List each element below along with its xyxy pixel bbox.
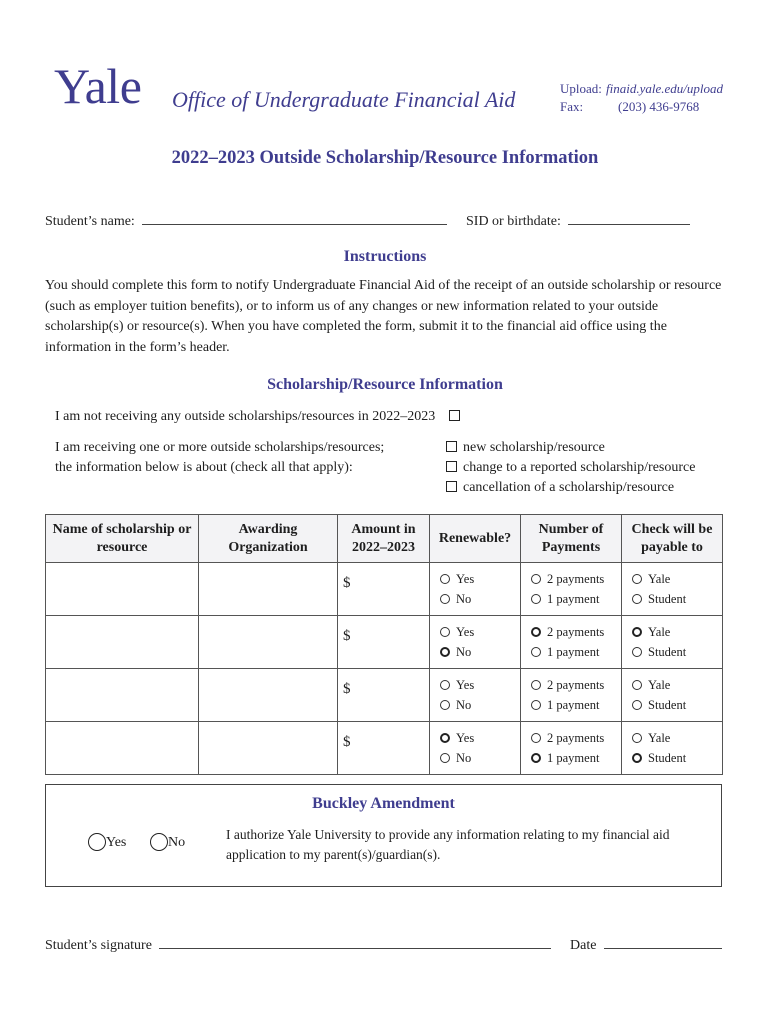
renewable-radio[interactable] (440, 700, 450, 710)
upload-line (560, 80, 723, 98)
payments-group (521, 563, 621, 609)
payments-label: 2 payments (547, 678, 605, 692)
col-header-payments: Number of Payments (521, 515, 622, 563)
table-row (46, 563, 723, 616)
option-new-label: new scholarship/resource (463, 440, 605, 455)
buckley-box (45, 784, 722, 887)
instructions-text: You should complete this form to notify Undergraduate Financial Aid of the receipt of an outside scholarship or resource (such as employer tuition benefits), or to inform us of any changes or new information related to your outside scholarship(s) or resource(s). When you have completed the form, submit it to the financial aid office using the information in the form’s header. (45, 278, 722, 355)
amount-cell[interactable] (338, 563, 430, 616)
col-header-org: Awarding Organization (199, 515, 338, 563)
renewable-cell (430, 669, 521, 722)
payable-label: Student (648, 645, 687, 659)
payable-option[interactable] (632, 622, 722, 642)
scholarship-name-cell[interactable] (46, 563, 199, 616)
renewable-group (430, 669, 520, 715)
renewable-label: Yes (456, 731, 475, 745)
currency-symbol: $ (343, 575, 351, 591)
organization-cell[interactable] (199, 616, 338, 669)
payments-option[interactable] (531, 569, 621, 589)
payments-label: 2 payments (547, 731, 605, 745)
receiving-line-1: I am receiving one or more outside scholarships/resources; (55, 440, 385, 455)
fax-number: (203) 436-9768 (618, 99, 700, 114)
col-header-name: Name of scholarship or resource (46, 515, 199, 563)
organization-cell[interactable] (199, 563, 338, 616)
payable-label: Student (648, 751, 687, 765)
payments-label: 1 payment (547, 645, 600, 659)
renewable-label: No (456, 751, 472, 765)
renewable-label: Yes (456, 678, 475, 692)
option-change-checkbox[interactable] (446, 461, 457, 472)
scholarship-name-cell[interactable] (46, 722, 199, 775)
renewable-radio[interactable] (440, 733, 450, 743)
option-cancel (446, 478, 674, 498)
renewable-cell (430, 722, 521, 775)
not-receiving-label: I am not receiving any outside scholarships/resources in 2022–2023 (55, 409, 436, 424)
payable-group (622, 563, 722, 609)
payments-radio[interactable] (531, 733, 541, 743)
sid-label: SID or birthdate: (466, 214, 561, 229)
renewable-cell (430, 616, 521, 669)
scholarship-heading: Scholarship/Resource Information (267, 376, 503, 393)
renewable-option[interactable] (440, 695, 520, 715)
payable-option[interactable] (632, 589, 722, 609)
signature-field[interactable] (159, 934, 551, 949)
buckley-yes-label: Yes (106, 835, 127, 850)
office-name: Office of Undergraduate Financial Aid (172, 87, 516, 112)
payments-group (521, 722, 621, 768)
payments-cell (521, 616, 622, 669)
renewable-group (430, 722, 520, 768)
buckley-heading: Buckley Amendment (312, 795, 455, 812)
renewable-option[interactable] (440, 589, 520, 609)
renewable-option[interactable] (440, 569, 520, 589)
option-cancel-label: cancellation of a scholarship/resource (463, 480, 675, 495)
payable-option[interactable] (632, 642, 722, 662)
renewable-label: No (456, 645, 472, 659)
payments-option[interactable] (531, 642, 621, 662)
option-change (446, 458, 695, 478)
upload-url[interactable]: finaid.yale.edu/upload (606, 81, 723, 96)
payable-radio[interactable] (632, 574, 642, 584)
renewable-option[interactable] (440, 642, 520, 662)
payable-label: Yale (648, 678, 671, 692)
signature-row (45, 934, 551, 956)
buckley-yes-radio[interactable] (88, 833, 106, 851)
renewable-label: Yes (456, 625, 475, 639)
payable-label: Student (648, 698, 687, 712)
payable-radio[interactable] (632, 700, 642, 710)
payable-radio[interactable] (632, 594, 642, 604)
payable-radio[interactable] (632, 647, 642, 657)
upload-label: Upload: (560, 81, 602, 96)
payable-cell (622, 616, 723, 669)
payments-label: 2 payments (547, 625, 605, 639)
sid-field[interactable] (568, 210, 690, 225)
buckley-text: I authorize Yale University to provide any information relating to my financial aid application to my parent(s)/guardian(s). (226, 827, 670, 862)
currency-symbol: $ (343, 734, 351, 750)
signature-label: Student’s signature (45, 938, 152, 953)
col-header-renewable: Renewable? (430, 515, 521, 563)
form-title: 2022–2023 Outside Scholarship/Resource Information (171, 148, 599, 168)
scholarship-table (45, 514, 723, 775)
table-header-row (46, 515, 723, 563)
renewable-label: No (456, 698, 472, 712)
payments-option[interactable] (531, 728, 621, 748)
payments-radio[interactable] (531, 627, 541, 637)
payments-group (521, 669, 621, 715)
payable-radio[interactable] (632, 680, 642, 690)
renewable-radio[interactable] (440, 574, 450, 584)
table-row (46, 669, 723, 722)
payable-cell (622, 563, 723, 616)
amount-cell[interactable] (338, 616, 430, 669)
payments-option[interactable] (531, 622, 621, 642)
payments-cell (521, 722, 622, 775)
payable-label: Yale (648, 731, 671, 745)
receiving-line-2: the information below is about (check all that apply): (55, 460, 353, 475)
payments-radio[interactable] (531, 700, 541, 710)
fax-line (560, 98, 699, 116)
renewable-radio[interactable] (440, 753, 450, 763)
payments-option[interactable] (531, 589, 621, 609)
payments-group (521, 616, 621, 662)
fax-label: Fax: (560, 99, 584, 114)
amount-cell[interactable] (338, 669, 430, 722)
payments-radio[interactable] (531, 680, 541, 690)
amount-cell[interactable] (338, 722, 430, 775)
payments-cell (521, 563, 622, 616)
renewable-option[interactable] (440, 728, 520, 748)
renewable-radio[interactable] (440, 594, 450, 604)
renewable-label: No (456, 592, 472, 606)
student-name-field[interactable] (142, 210, 447, 225)
not-receiving-checkbox[interactable] (449, 410, 460, 421)
payable-option[interactable] (632, 748, 722, 768)
payable-option[interactable] (632, 569, 722, 589)
renewable-option[interactable] (440, 675, 520, 695)
payable-option[interactable] (632, 675, 722, 695)
organization-cell[interactable] (199, 722, 338, 775)
payable-cell (622, 722, 723, 775)
payable-radio[interactable] (632, 733, 642, 743)
payable-cell (622, 669, 723, 722)
buckley-no-radio[interactable] (150, 833, 168, 851)
payments-label: 1 payment (547, 751, 600, 765)
sid-row (466, 210, 690, 232)
option-new (446, 438, 605, 458)
payments-radio[interactable] (531, 574, 541, 584)
payable-label: Yale (648, 572, 671, 586)
payable-group (622, 722, 722, 768)
renewable-radio[interactable] (440, 627, 450, 637)
currency-symbol: $ (343, 628, 351, 644)
col-header-payable: Check will be payable to (622, 515, 723, 563)
scholarship-name-cell[interactable] (46, 616, 199, 669)
organization-cell[interactable] (199, 669, 338, 722)
payable-label: Yale (648, 625, 671, 639)
renewable-radio[interactable] (440, 680, 450, 690)
option-cancel-checkbox[interactable] (446, 481, 457, 492)
buckley-yes[interactable] (88, 833, 126, 851)
date-field[interactable] (604, 934, 722, 949)
payments-radio[interactable] (531, 647, 541, 657)
payable-group (622, 669, 722, 715)
renewable-group (430, 616, 520, 662)
table-row (46, 616, 723, 669)
payments-cell (521, 669, 622, 722)
buckley-no[interactable] (150, 833, 185, 851)
scholarship-name-cell[interactable] (46, 669, 199, 722)
renewable-radio[interactable] (440, 647, 450, 657)
payable-radio[interactable] (632, 627, 642, 637)
instructions-heading: Instructions (343, 248, 427, 265)
payable-radio[interactable] (632, 753, 642, 763)
buckley-no-label: No (168, 835, 186, 850)
payable-label: Student (648, 592, 687, 606)
renewable-cell (430, 563, 521, 616)
renewable-label: Yes (456, 572, 475, 586)
payments-radio[interactable] (531, 753, 541, 763)
renewable-group (430, 563, 520, 609)
payments-label: 1 payment (547, 592, 600, 606)
date-label: Date (570, 938, 597, 953)
renewable-option[interactable] (440, 622, 520, 642)
payments-radio[interactable] (531, 594, 541, 604)
currency-symbol: $ (343, 681, 351, 697)
payments-label: 2 payments (547, 572, 605, 586)
student-name-row (45, 210, 447, 232)
col-header-amount: Amount in 2022–2023 (338, 515, 430, 563)
renewable-option[interactable] (440, 748, 520, 768)
payable-option[interactable] (632, 695, 722, 715)
payable-group (622, 616, 722, 662)
date-row (570, 934, 722, 956)
student-name-label: Student’s name: (45, 214, 135, 229)
yale-logo: Yale (54, 58, 142, 114)
payments-label: 1 payment (547, 698, 600, 712)
payments-option[interactable] (531, 695, 621, 715)
payments-option[interactable] (531, 748, 621, 768)
payable-option[interactable] (632, 728, 722, 748)
payments-option[interactable] (531, 675, 621, 695)
option-change-label: change to a reported scholarship/resource (463, 460, 696, 475)
table-row (46, 722, 723, 775)
option-new-checkbox[interactable] (446, 441, 457, 452)
not-receiving-row (55, 407, 460, 427)
